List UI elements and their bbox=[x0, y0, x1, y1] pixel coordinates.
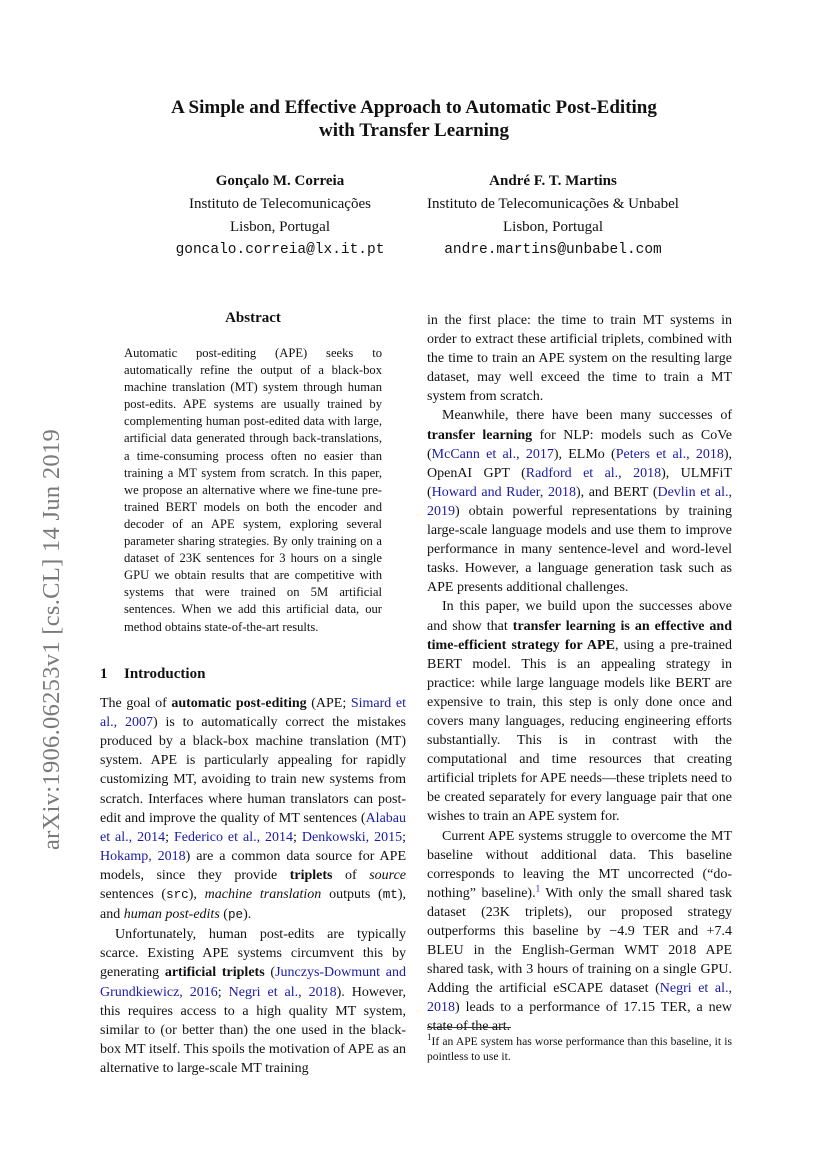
paragraph: In this paper, we build upon the successes above and show that transfer learning is an effective and time-efficient strategy for APE, using a pre-trained BERT model. This is an appealing strategy in practice: while large language models like BERT are expensive to train, this step is only done once and covers many languages, reducing engineering efforts substantially. This is in contrast with the computational and time resources that creating artificial triplets for APE needs—these triplets need to be created separately for every language pair that one wishes to train an APE system for. bbox=[427, 599, 732, 825]
title-line-1: A Simple and Effective Approach to Automatic Post-Editing bbox=[171, 97, 657, 118]
paragraph: Meanwhile, there have been many successes of transfer learning for NLP: models such as CoVe (McCann et al., 2017), ELMo (Peters et al., 2018), OpenAI GPT (Radford et al., 2018), ULMFiT (Howard and Ruder, 2018), and BERT (Devlin et al., 2019) obtain powerful representations by training large-scale language models and use them to improve performance in many sentence-level and word-level tasks. However, a language generation task such as APE presents additional challenges. bbox=[427, 408, 733, 596]
footnote-rule bbox=[427, 1027, 511, 1028]
paragraph: The goal of automatic post-editing (APE; Simard et al., 2007) is to automatically correct the mistakes produced by a black-box machine translation (MT) system. APE is particularly appealing for rapidly customizing MT, avoiding to train new systems from scratch. Interfaces where human translators can post-edit and improve the quality of MT sentences (Alabau et al., 2014; Federico et al., 2014; Denkowski, 2015; Hokamp, 2018) are a common data source for APE models, since they provide triplets of source sentences (src), machine translation outputs (mt), and human post-edits (pe). bbox=[100, 696, 407, 923]
footnote bbox=[427, 1034, 732, 1064]
section-number: 1 bbox=[100, 666, 108, 682]
paper-title bbox=[0, 96, 828, 142]
author-affiliation: Instituto de Telecomunicações & Unbabel bbox=[427, 196, 679, 212]
citation-link[interactable]: Federico et al., 2014 bbox=[173, 829, 294, 845]
section-title: Introduction bbox=[124, 666, 206, 682]
author-block-2 bbox=[408, 170, 698, 262]
citation-link[interactable]: Devlin et al., 2019 bbox=[427, 484, 732, 519]
abstract-heading: Abstract bbox=[225, 310, 281, 326]
author-name: Gonçalo M. Correia bbox=[215, 173, 345, 189]
footnote-number: 1 bbox=[427, 1032, 432, 1043]
footnote-text: If an APE system has worse performance than this baseline, it is pointless to use it. bbox=[427, 1035, 732, 1063]
citation-link[interactable]: Negri et al., 2018 bbox=[427, 981, 732, 1016]
citation-link[interactable]: Negri et al., 2018 bbox=[228, 984, 337, 1000]
citation-link[interactable]: Hokamp, 2018 bbox=[100, 848, 186, 864]
citation-link[interactable]: Simard et al., 2007 bbox=[100, 696, 407, 731]
paragraph: Unfortunately, human post-edits are typically scarce. Existing APE systems circumvent this by generating artificial triplets (Junczys-Dowmunt and Grundkiewicz, 2016; Negri et al., 2018). However, this requires access to a high quality MT system, similar to (or better than) the one used in the black-box MT itself. This spoils the motivation of APE as an alternative to large-scale MT training bbox=[100, 927, 407, 1076]
citation-link[interactable]: Peters et al., 2018 bbox=[615, 446, 724, 462]
citation-link[interactable]: Howard and Ruder, 2018 bbox=[431, 484, 576, 500]
right-column bbox=[427, 311, 732, 1037]
footnote-marker[interactable]: 1 bbox=[535, 883, 541, 894]
arxiv-sidebar bbox=[18, 370, 65, 850]
abstract-body: Automatic post-editing (APE) seeks to automatically refine the output of a black-box machine translation (MT) system through human post-edits. APE systems are usually trained by complementing human post-edited data with large, artificial data generated through back-translations, a time-consuming process often no easier than training a MT system from scratch. In this paper, we propose an alternative where we fine-tune pre-trained BERT models on both the encoder and decoder of an APE system, exploring several parameter sharing strategies. By only training on a dataset of 23K sentences for 3 hours on a single GPU we obtain results that are competitive with systems that were trained on 5M artificial sentences. When we add this artificial data, our method obtains state-of-the-art results. bbox=[124, 346, 382, 634]
citation-link[interactable]: Junczys-Dowmunt and Grundkiewicz, 2016 bbox=[100, 965, 407, 1000]
arxiv-identifier: arXiv:1906.06253v1 [cs.CL] 14 Jun 2019 bbox=[38, 428, 65, 850]
author-block-1 bbox=[150, 170, 410, 262]
author-email[interactable]: goncalo.correia@lx.it.pt bbox=[175, 242, 385, 258]
citation-link[interactable]: McCann et al., 2017 bbox=[431, 446, 554, 462]
paragraph: in the first place: the time to train MT systems in order to extract these artificial triplets, combined with the time to train an APE system on the resulting large dataset, may well exceed the time to train a MT system from scratch. bbox=[427, 313, 732, 405]
author-email[interactable]: andre.martins@unbabel.com bbox=[444, 242, 662, 258]
author-name: André F. T. Martins bbox=[489, 173, 617, 189]
section-heading bbox=[100, 665, 406, 684]
citation-link[interactable]: Alabau et al., 2014 bbox=[100, 810, 406, 845]
paragraph: Current APE systems struggle to overcome the MT baseline without additional data. This baseline corresponds to leaving the MT uncorrected (“do-nothing” baseline).$^1$ With only the small shared task dataset (23K triplets), our proposed strategy outperforms this baseline by −4.9 TER and +7.4 BLEU in the English-German WMT 2018 APE shared task, with 3 hours of training on a single GPU. Adding the artificial eSCAPE dataset (Negri et al., 2018) leads to a performance of 17.15 TER, a new state of the art. bbox=[427, 828, 732, 1035]
author-location: Lisbon, Portugal bbox=[230, 219, 330, 235]
author-affiliation: Instituto de Telecomunicações bbox=[189, 196, 371, 212]
title-line-2: with Transfer Learning bbox=[318, 120, 509, 141]
citation-link[interactable]: Radford et al., 2018 bbox=[525, 465, 662, 481]
citation-link[interactable]: Denkowski, 2015 bbox=[301, 829, 403, 845]
left-column bbox=[100, 665, 406, 1078]
author-location: Lisbon, Portugal bbox=[503, 219, 603, 235]
